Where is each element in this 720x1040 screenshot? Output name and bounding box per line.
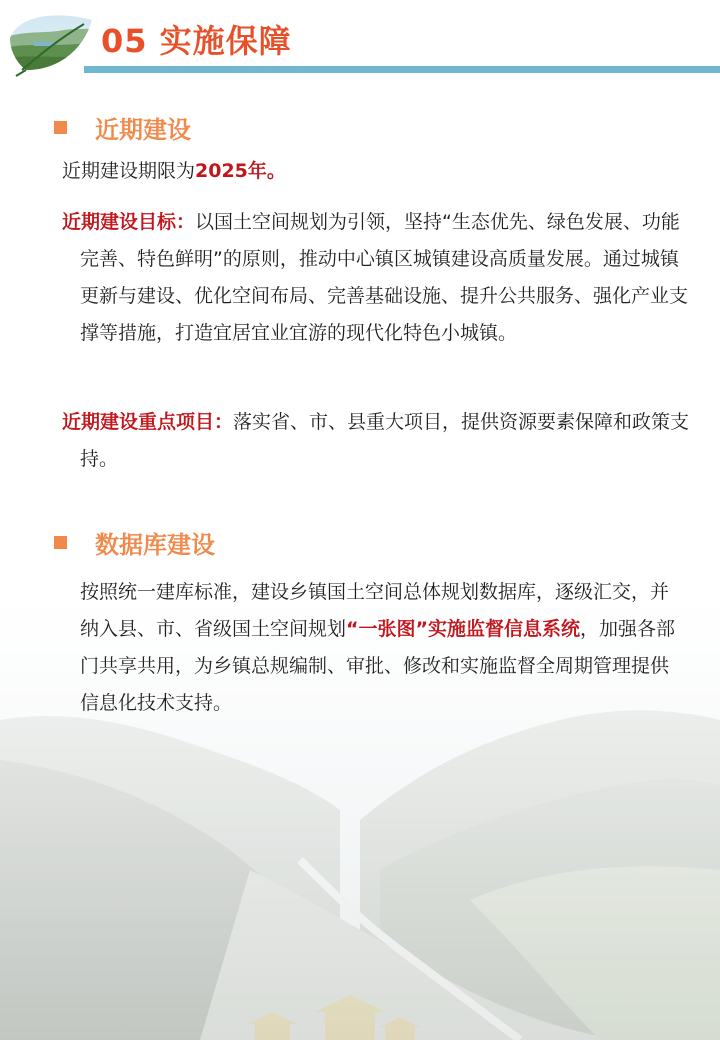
highlight-system: “一张图”实施监督信息系统 (346, 618, 580, 640)
goals-body: 以国土空间规划为引领，坚持“生态优先、绿色发展、功能完善、特色鲜明”的原则，推动中心镇区城镇建设高质量发展。通过城镇更新与建设、优化空间布局、完善基础设施、提升公共服务、强化产业支撑等措施，打造宜居宜业宜游的现代化特色小城镇。 (80, 211, 689, 344)
database-text: 按照统一建库标准，建设乡镇国土空间总体规划数据库，逐级汇交，并纳入县、市、省级国土空间规划 (80, 581, 670, 640)
page-title: 05 实施保障 (101, 22, 292, 60)
leaf-landscape-icon (4, 8, 96, 78)
square-bullet-icon (54, 536, 67, 549)
goals-label: 近期建设目标： (62, 211, 196, 233)
paragraph-key-projects (62, 404, 696, 478)
header-divider (84, 66, 720, 73)
page-header (0, 0, 720, 90)
section-title: 数据库建设 (95, 530, 215, 559)
section-heading-recent (54, 111, 191, 143)
database-text-after: ，加强各部门共享共用，为乡镇总规编制、审批、修改和实施监督全周期管理提供信息化技术支持。 (80, 618, 676, 714)
section-heading-database (54, 526, 215, 558)
paragraph-goals (62, 204, 696, 352)
key-projects-body: 落实省、市、县重大项目，提供资源要素保障和政策支持。 (80, 411, 690, 470)
paragraph-term (62, 153, 682, 190)
paragraph-database (80, 574, 680, 722)
paragraph-text: 近期建设期限为 (62, 160, 196, 182)
square-bullet-icon (54, 121, 67, 134)
section-title: 近期建设 (95, 115, 191, 144)
key-projects-label: 近期建设重点项目： (62, 411, 234, 433)
highlight-year: 2025年。 (195, 160, 286, 182)
